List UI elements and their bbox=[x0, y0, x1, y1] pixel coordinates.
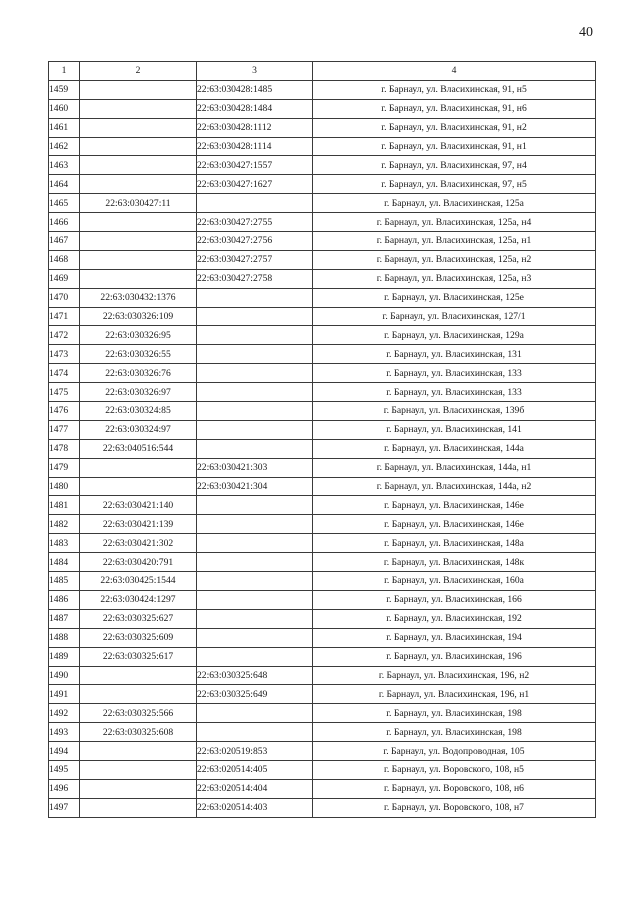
row-number-cell: 1473 bbox=[49, 345, 80, 364]
address-cell: г. Барнаул, ул. Власихинская, 146е bbox=[313, 515, 596, 534]
page-number: 40 bbox=[579, 25, 593, 40]
cadastral-number-cell: 22:63:030421:302 bbox=[80, 534, 197, 553]
cadastral-number-cell bbox=[80, 99, 197, 118]
row-number-cell: 1485 bbox=[49, 572, 80, 591]
address-cell: г. Барнаул, ул. Власихинская, 127/1 bbox=[313, 307, 596, 326]
table-row bbox=[49, 80, 596, 99]
premises-cadastral-number-cell: 22:63:030421:303 bbox=[197, 458, 313, 477]
cadastral-number-cell bbox=[80, 213, 197, 232]
header-col-3: 3 bbox=[197, 62, 313, 81]
table-row bbox=[49, 137, 596, 156]
premises-cadastral-number-cell bbox=[197, 553, 313, 572]
premises-cadastral-number-cell: 22:63:020514:403 bbox=[197, 798, 313, 817]
premises-cadastral-number-cell: 22:63:030428:1485 bbox=[197, 80, 313, 99]
row-number-cell: 1497 bbox=[49, 798, 80, 817]
header-col-4: 4 bbox=[313, 62, 596, 81]
cadastral-number-cell: 22:63:030325:617 bbox=[80, 647, 197, 666]
table-row bbox=[49, 420, 596, 439]
address-cell: г. Барнаул, ул. Воровского, 108, н6 bbox=[313, 779, 596, 798]
premises-cadastral-number-cell: 22:63:030427:2756 bbox=[197, 232, 313, 251]
table-row bbox=[49, 553, 596, 572]
table-row bbox=[49, 534, 596, 553]
address-cell: г. Барнаул, ул. Власихинская, 133 bbox=[313, 383, 596, 402]
row-number-cell: 1481 bbox=[49, 496, 80, 515]
table-row bbox=[49, 742, 596, 761]
cadastral-number-cell: 22:63:030325:609 bbox=[80, 628, 197, 647]
table-row bbox=[49, 496, 596, 515]
cadastral-number-cell bbox=[80, 137, 197, 156]
cadastral-number-cell: 22:63:030325:566 bbox=[80, 704, 197, 723]
table-row bbox=[49, 175, 596, 194]
table-row bbox=[49, 213, 596, 232]
table-row bbox=[49, 666, 596, 685]
table-row bbox=[49, 609, 596, 628]
table-row bbox=[49, 364, 596, 383]
premises-cadastral-number-cell bbox=[197, 383, 313, 402]
premises-cadastral-number-cell: 22:63:030427:2755 bbox=[197, 213, 313, 232]
cadastral-number-cell bbox=[80, 250, 197, 269]
premises-cadastral-number-cell: 22:63:030428:1114 bbox=[197, 137, 313, 156]
table-row bbox=[49, 345, 596, 364]
table-row bbox=[49, 779, 596, 798]
cadastral-number-cell: 22:63:030421:140 bbox=[80, 496, 197, 515]
cadastral-number-cell bbox=[80, 156, 197, 175]
table-row bbox=[49, 439, 596, 458]
table-row bbox=[49, 515, 596, 534]
table-body bbox=[49, 80, 596, 817]
cadastral-number-cell: 22:63:040516:544 bbox=[80, 439, 197, 458]
table-row bbox=[49, 458, 596, 477]
premises-cadastral-number-cell: 22:63:030325:648 bbox=[197, 666, 313, 685]
address-cell: г. Барнаул, ул. Власихинская, 125а, н2 bbox=[313, 250, 596, 269]
table-row bbox=[49, 307, 596, 326]
address-cell: г. Барнаул, ул. Власихинская, 91, н5 bbox=[313, 80, 596, 99]
cadastral-number-cell bbox=[80, 742, 197, 761]
cadastral-number-cell bbox=[80, 80, 197, 99]
row-number-cell: 1468 bbox=[49, 250, 80, 269]
premises-cadastral-number-cell: 22:63:030427:1557 bbox=[197, 156, 313, 175]
cadastral-number-cell bbox=[80, 232, 197, 251]
table-row bbox=[49, 760, 596, 779]
cadastral-number-cell: 22:63:030325:627 bbox=[80, 609, 197, 628]
row-number-cell: 1469 bbox=[49, 269, 80, 288]
row-number-cell: 1474 bbox=[49, 364, 80, 383]
address-cell: г. Барнаул, ул. Воровского, 108, н7 bbox=[313, 798, 596, 817]
premises-cadastral-number-cell: 22:63:030427:1627 bbox=[197, 175, 313, 194]
cadastral-number-cell: 22:63:030425:1544 bbox=[80, 572, 197, 591]
cadastral-number-cell: 22:63:030427:11 bbox=[80, 194, 197, 213]
table-row bbox=[49, 269, 596, 288]
cadastral-number-cell bbox=[80, 458, 197, 477]
address-cell: г. Барнаул, ул. Власихинская, 196 bbox=[313, 647, 596, 666]
row-number-cell: 1464 bbox=[49, 175, 80, 194]
row-number-cell: 1486 bbox=[49, 590, 80, 609]
row-number-cell: 1483 bbox=[49, 534, 80, 553]
address-cell: г. Барнаул, ул. Воровского, 108, н5 bbox=[313, 760, 596, 779]
cadastral-number-cell: 22:63:030326:95 bbox=[80, 326, 197, 345]
premises-cadastral-number-cell bbox=[197, 590, 313, 609]
row-number-cell: 1459 bbox=[49, 80, 80, 99]
address-cell: г. Барнаул, ул. Власихинская, 166 bbox=[313, 590, 596, 609]
table-row bbox=[49, 118, 596, 137]
premises-cadastral-number-cell bbox=[197, 723, 313, 742]
table-row bbox=[49, 232, 596, 251]
premises-cadastral-number-cell: 22:63:030325:649 bbox=[197, 685, 313, 704]
address-cell: г. Барнаул, ул. Власихинская, 144а, н1 bbox=[313, 458, 596, 477]
table-row bbox=[49, 723, 596, 742]
address-cell: г. Барнаул, ул. Власихинская, 91, н6 bbox=[313, 99, 596, 118]
cadastral-number-cell bbox=[80, 760, 197, 779]
cadastral-number-cell: 22:63:030326:97 bbox=[80, 383, 197, 402]
address-cell: г. Барнаул, ул. Власихинская, 196, н1 bbox=[313, 685, 596, 704]
address-cell: г. Барнаул, ул. Власихинская, 91, н1 bbox=[313, 137, 596, 156]
row-number-cell: 1487 bbox=[49, 609, 80, 628]
cadastral-number-cell: 22:63:030432:1376 bbox=[80, 288, 197, 307]
address-cell: г. Барнаул, ул. Власихинская, 192 bbox=[313, 609, 596, 628]
table-row bbox=[49, 383, 596, 402]
table-row bbox=[49, 647, 596, 666]
cadastral-number-cell: 22:63:030421:139 bbox=[80, 515, 197, 534]
row-number-cell: 1466 bbox=[49, 213, 80, 232]
row-number-cell: 1495 bbox=[49, 760, 80, 779]
table-row bbox=[49, 288, 596, 307]
address-cell: г. Барнаул, ул. Водопроводная, 105 bbox=[313, 742, 596, 761]
table-row bbox=[49, 704, 596, 723]
table-row bbox=[49, 590, 596, 609]
row-number-cell: 1478 bbox=[49, 439, 80, 458]
row-number-cell: 1492 bbox=[49, 704, 80, 723]
address-cell: г. Барнаул, ул. Власихинская, 125а, н1 bbox=[313, 232, 596, 251]
premises-cadastral-number-cell: 22:63:030428:1484 bbox=[197, 99, 313, 118]
premises-cadastral-number-cell bbox=[197, 647, 313, 666]
address-cell: г. Барнаул, ул. Власихинская, 125а, н4 bbox=[313, 213, 596, 232]
header-row bbox=[49, 62, 596, 81]
row-number-cell: 1496 bbox=[49, 779, 80, 798]
row-number-cell: 1494 bbox=[49, 742, 80, 761]
row-number-cell: 1463 bbox=[49, 156, 80, 175]
row-number-cell: 1484 bbox=[49, 553, 80, 572]
row-number-cell: 1489 bbox=[49, 647, 80, 666]
premises-cadastral-number-cell bbox=[197, 515, 313, 534]
row-number-cell: 1467 bbox=[49, 232, 80, 251]
premises-cadastral-number-cell: 22:63:020519:853 bbox=[197, 742, 313, 761]
cadastral-number-cell: 22:63:030324:97 bbox=[80, 420, 197, 439]
address-cell: г. Барнаул, ул. Власихинская, 139б bbox=[313, 402, 596, 421]
row-number-cell: 1479 bbox=[49, 458, 80, 477]
row-number-cell: 1477 bbox=[49, 420, 80, 439]
cadastral-number-cell bbox=[80, 685, 197, 704]
premises-cadastral-number-cell: 22:63:030421:304 bbox=[197, 477, 313, 496]
address-cell: г. Барнаул, ул. Власихинская, 160а bbox=[313, 572, 596, 591]
premises-cadastral-number-cell bbox=[197, 194, 313, 213]
table-row bbox=[49, 250, 596, 269]
address-cell: г. Барнаул, ул. Власихинская, 194 bbox=[313, 628, 596, 647]
table-row bbox=[49, 156, 596, 175]
address-cell: г. Барнаул, ул. Власихинская, 198 bbox=[313, 723, 596, 742]
header-col-1: 1 bbox=[49, 62, 80, 81]
premises-cadastral-number-cell bbox=[197, 402, 313, 421]
address-cell: г. Барнаул, ул. Власихинская, 196, н2 bbox=[313, 666, 596, 685]
address-cell: г. Барнаул, ул. Власихинская, 148а bbox=[313, 534, 596, 553]
premises-cadastral-number-cell bbox=[197, 307, 313, 326]
table-row bbox=[49, 572, 596, 591]
premises-cadastral-number-cell bbox=[197, 364, 313, 383]
address-cell: г. Барнаул, ул. Власихинская, 131 bbox=[313, 345, 596, 364]
premises-cadastral-number-cell bbox=[197, 288, 313, 307]
registry-table bbox=[48, 61, 596, 818]
table-row bbox=[49, 685, 596, 704]
table-row bbox=[49, 194, 596, 213]
address-cell: г. Барнаул, ул. Власихинская, 97, н4 bbox=[313, 156, 596, 175]
address-cell: г. Барнаул, ул. Власихинская, 141 bbox=[313, 420, 596, 439]
table-row bbox=[49, 477, 596, 496]
row-number-cell: 1470 bbox=[49, 288, 80, 307]
address-cell: г. Барнаул, ул. Власихинская, 133 bbox=[313, 364, 596, 383]
address-cell: г. Барнаул, ул. Власихинская, 146е bbox=[313, 496, 596, 515]
table-row bbox=[49, 402, 596, 421]
row-number-cell: 1490 bbox=[49, 666, 80, 685]
address-cell: г. Барнаул, ул. Власихинская, 148к bbox=[313, 553, 596, 572]
premises-cadastral-number-cell bbox=[197, 439, 313, 458]
premises-cadastral-number-cell bbox=[197, 609, 313, 628]
cadastral-number-cell bbox=[80, 477, 197, 496]
premises-cadastral-number-cell bbox=[197, 704, 313, 723]
table-row bbox=[49, 326, 596, 345]
cadastral-number-cell bbox=[80, 118, 197, 137]
premises-cadastral-number-cell: 22:63:030427:2758 bbox=[197, 269, 313, 288]
premises-cadastral-number-cell: 22:63:020514:405 bbox=[197, 760, 313, 779]
table-header bbox=[49, 62, 596, 81]
cadastral-number-cell bbox=[80, 175, 197, 194]
row-number-cell: 1472 bbox=[49, 326, 80, 345]
cadastral-number-cell: 22:63:030324:85 bbox=[80, 402, 197, 421]
address-cell: г. Барнаул, ул. Власихинская, 125а bbox=[313, 194, 596, 213]
cadastral-number-cell: 22:63:030326:55 bbox=[80, 345, 197, 364]
row-number-cell: 1493 bbox=[49, 723, 80, 742]
premises-cadastral-number-cell bbox=[197, 345, 313, 364]
cadastral-number-cell: 22:63:030325:608 bbox=[80, 723, 197, 742]
premises-cadastral-number-cell bbox=[197, 326, 313, 345]
premises-cadastral-number-cell: 22:63:030428:1112 bbox=[197, 118, 313, 137]
address-cell: г. Барнаул, ул. Власихинская, 144а bbox=[313, 439, 596, 458]
row-number-cell: 1460 bbox=[49, 99, 80, 118]
cadastral-number-cell bbox=[80, 798, 197, 817]
address-cell: г. Барнаул, ул. Власихинская, 91, н2 bbox=[313, 118, 596, 137]
cadastral-number-cell bbox=[80, 666, 197, 685]
premises-cadastral-number-cell: 22:63:030427:2757 bbox=[197, 250, 313, 269]
row-number-cell: 1461 bbox=[49, 118, 80, 137]
address-cell: г. Барнаул, ул. Власихинская, 97, н5 bbox=[313, 175, 596, 194]
premises-cadastral-number-cell bbox=[197, 420, 313, 439]
cadastral-number-cell: 22:63:030326:76 bbox=[80, 364, 197, 383]
table-row bbox=[49, 99, 596, 118]
row-number-cell: 1476 bbox=[49, 402, 80, 421]
address-cell: г. Барнаул, ул. Власихинская, 129а bbox=[313, 326, 596, 345]
table-row bbox=[49, 628, 596, 647]
premises-cadastral-number-cell bbox=[197, 496, 313, 515]
row-number-cell: 1475 bbox=[49, 383, 80, 402]
cadastral-number-cell: 22:63:030420:791 bbox=[80, 553, 197, 572]
row-number-cell: 1491 bbox=[49, 685, 80, 704]
cadastral-number-cell bbox=[80, 779, 197, 798]
premises-cadastral-number-cell bbox=[197, 534, 313, 553]
premises-cadastral-number-cell bbox=[197, 572, 313, 591]
cadastral-number-cell: 22:63:030326:109 bbox=[80, 307, 197, 326]
row-number-cell: 1471 bbox=[49, 307, 80, 326]
address-cell: г. Барнаул, ул. Власихинская, 198 bbox=[313, 704, 596, 723]
cadastral-number-cell: 22:63:030424:1297 bbox=[80, 590, 197, 609]
row-number-cell: 1482 bbox=[49, 515, 80, 534]
row-number-cell: 1465 bbox=[49, 194, 80, 213]
table-row bbox=[49, 798, 596, 817]
row-number-cell: 1488 bbox=[49, 628, 80, 647]
premises-cadastral-number-cell bbox=[197, 628, 313, 647]
header-col-2: 2 bbox=[80, 62, 197, 81]
address-cell: г. Барнаул, ул. Власихинская, 144а, н2 bbox=[313, 477, 596, 496]
row-number-cell: 1480 bbox=[49, 477, 80, 496]
address-cell: г. Барнаул, ул. Власихинская, 125е bbox=[313, 288, 596, 307]
row-number-cell: 1462 bbox=[49, 137, 80, 156]
cadastral-number-cell bbox=[80, 269, 197, 288]
premises-cadastral-number-cell: 22:63:020514:404 bbox=[197, 779, 313, 798]
address-cell: г. Барнаул, ул. Власихинская, 125а, н3 bbox=[313, 269, 596, 288]
